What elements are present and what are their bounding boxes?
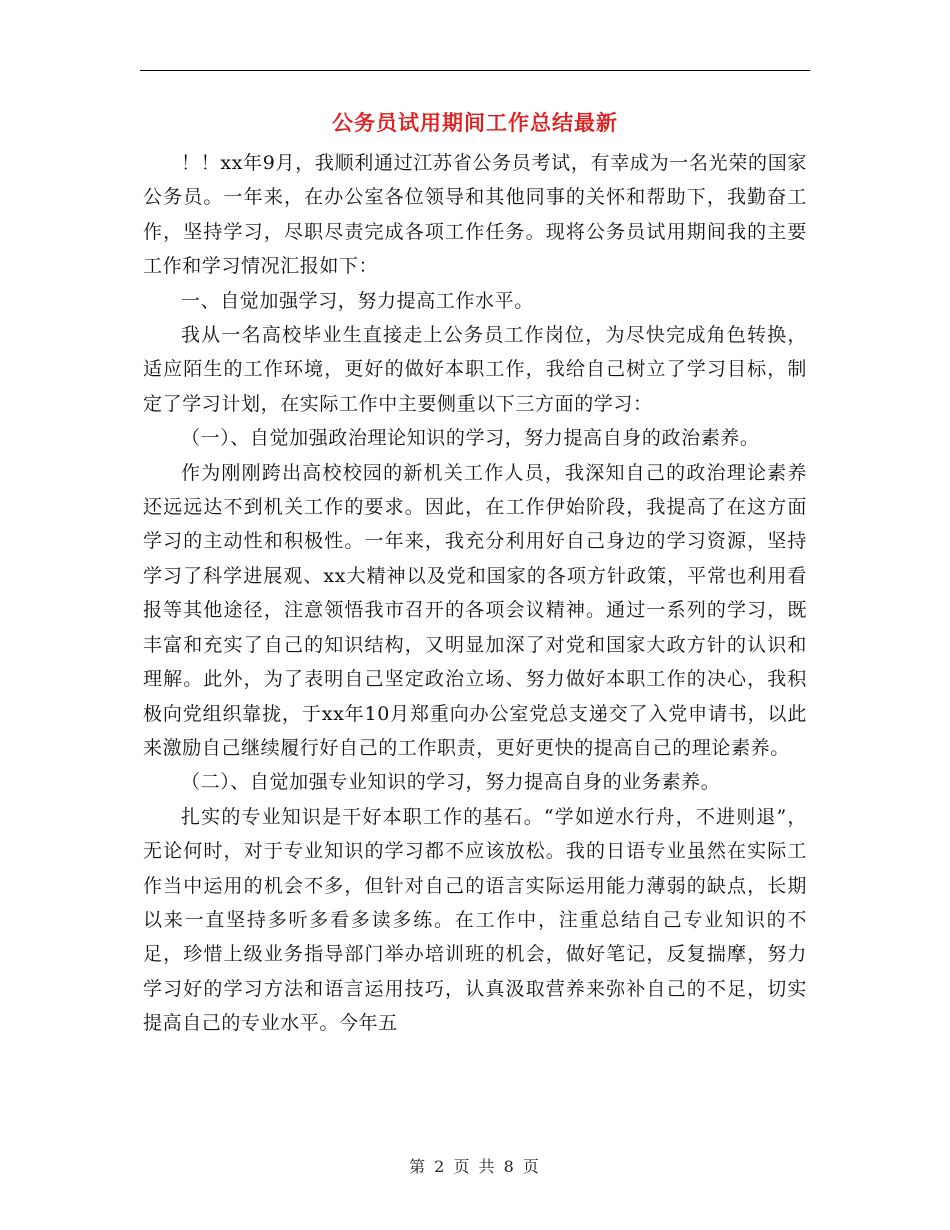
heading-subsection-1: （一）、自觉加强政治理论知识的学习，努力提高自身的政治素养。	[181, 427, 760, 450]
page-number: 第 2 页 共 8 页	[409, 1157, 541, 1176]
paragraph-professional-study: 扎实的专业知识是干好本职工作的基石。“学如逆水行舟，不进则退”，无论何时，对于专业知识的学习都不应该放松。我的日语专业虽然在实际工作当中运用的机会不多，但针对自己的语言实际运用能力薄弱的缺点，长期以来一直坚持多听多看多读多练。在工作中，注重总结自己专业知识的不足，珍惜上级业务指导部门举办培训班的机会，做好笔记，反复揣摩，努力学习好的学习方法和语言运用技巧，认真汲取营养来弥补自己的不足，切实提高自己的专业水平。今年五	[143, 805, 807, 1035]
paragraph-intro: ！！xx年9月，我顺利通过江苏省公务员考试，有幸成为一名光荣的国家公务员。一年来，在办公室各位领导和其他同事的关怀和帮助下，我勤奋工作，坚持学习，尽职尽责完成各项工作任务。现将公务员试用期间我的主要工作和学习情况汇报如下：	[143, 152, 807, 278]
document-body	[143, 146, 807, 1041]
paragraph-political-study: 作为刚刚跨出高校校园的新机关工作人员，我深知自己的政治理论素养还远远达不到机关工作的要求。因此，在工作伊始阶段，我提高了在这方面学习的主动性和积极性。一年来，我充分利用好自己身边的学习资源，坚持学习了科学进展观、xx大精神以及党和国家的各项方针政策，平常也利用看报等其他途径，注意领悟我市召开的各项会议精神。通过一系列的学习，既丰富和充实了自己的知识结构，又明显加深了对党和国家大政方针的认识和理解。此外，为了表明自己坚定政治立场、努力做好本职工作的决心，我积极向党组织靠拢，于xx年10月郑重向办公室党总支递交了入党申请书，以此来激励自己继续履行好自己的工作职责，更好更快的提高自己的理论素养。	[143, 461, 807, 759]
heading-subsection-2: （二）、自觉加强专业知识的学习，努力提高自身的业务素养。	[181, 771, 721, 794]
heading-section-1: 一、自觉加强学习，努力提高工作水平。	[181, 289, 534, 312]
paragraph-learning-goals: 我从一名高校毕业生直接走上公务员工作岗位，为尽快完成角色转换，适应陌生的工作环境，更好的做好本职工作，我给自己树立了学习目标，制定了学习计划，在实际工作中主要侧重以下三方面的学习：	[143, 324, 807, 415]
header-rule	[140, 70, 810, 71]
document-title: 公务员试用期间工作总结最新	[332, 111, 618, 135]
